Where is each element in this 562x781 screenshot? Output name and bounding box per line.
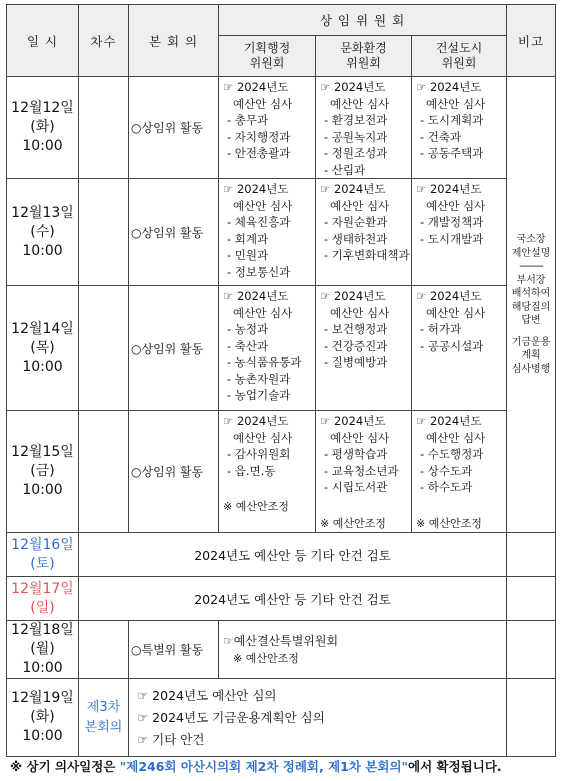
department-item: - 읍.면.동 bbox=[227, 463, 276, 478]
department-item: - 정보통신과 bbox=[227, 264, 291, 279]
department-item: - 공동주택과 bbox=[420, 146, 484, 160]
department-item: - 산림과 bbox=[324, 162, 366, 177]
date-cell: 12월18일 (월) 10:00 bbox=[7, 621, 79, 679]
agenda-title: ☞ 2024년도 bbox=[320, 80, 386, 94]
department-item: - 허가과 bbox=[420, 322, 462, 336]
committee-cell bbox=[412, 77, 507, 179]
department-item: - 안전총괄과 bbox=[227, 146, 291, 160]
table-row bbox=[7, 77, 556, 179]
header-date-time: 일 시 bbox=[7, 5, 79, 77]
agenda-subtitle: 예산안 심사 bbox=[233, 198, 293, 213]
budget-adjustment-note: ※ 예산안조정 bbox=[320, 516, 386, 530]
committee-cell bbox=[316, 411, 412, 533]
remarks-empty-cell bbox=[507, 621, 556, 679]
department-item: - 기후변화대책과 bbox=[324, 248, 410, 262]
activity-cell: ○상임위 활동 bbox=[129, 286, 219, 411]
date-cell: 12월15일 (금) 10:00 bbox=[7, 411, 79, 533]
table-row bbox=[7, 621, 556, 679]
department-item: - 하수도과 bbox=[420, 480, 473, 494]
header-session-no: 차수 bbox=[79, 5, 129, 77]
agenda-subtitle: 예산안 심사 bbox=[233, 305, 293, 320]
agenda-title: ☞ 2024년도 bbox=[223, 414, 289, 428]
department-item: - 환경보전과 bbox=[324, 113, 388, 127]
special-committee-cell: ☞예산결산특별위원회 ※ 예산안조정 bbox=[219, 621, 507, 679]
agenda-title: ☞ 2024년도 bbox=[223, 182, 289, 196]
department-item: - 시립도서관 bbox=[324, 480, 388, 494]
agenda-subtitle: 예산안 심사 bbox=[426, 198, 486, 213]
agenda-title: ☞ 2024년도 bbox=[320, 182, 386, 196]
department-item: - 정원조성과 bbox=[324, 146, 388, 160]
committee-cell bbox=[316, 286, 412, 411]
review-cell: 2024년도 예산안 등 기타 안건 검토 bbox=[79, 577, 507, 621]
department-item: - 공공시설과 bbox=[420, 338, 484, 353]
agenda-subtitle: 예산안 심사 bbox=[330, 305, 390, 320]
department-item: - 체육진흥과 bbox=[227, 215, 291, 229]
committee-cell bbox=[316, 77, 412, 179]
budget-adjustment-note: ※ 예산안조정 bbox=[223, 500, 289, 513]
agenda-title: ☞ 2024년도 bbox=[320, 414, 386, 428]
committee-cell bbox=[219, 411, 316, 533]
schedule-table bbox=[6, 4, 556, 757]
header-committee-culture-env: 문화환경 위원회 bbox=[316, 36, 412, 77]
department-item: - 민원과 bbox=[227, 248, 269, 262]
table-row bbox=[7, 577, 556, 621]
department-item: - 농정과 bbox=[227, 322, 269, 336]
remarks-cell: 국소장 제안설명 --------- 부서장 배석하여 해당질의 답변 기금운용 계획 심사병행 bbox=[507, 77, 556, 533]
department-item: - 자원순환과 bbox=[324, 215, 388, 229]
department-item: - 농식품유통과 bbox=[227, 355, 302, 369]
department-item: - 질병예방과 bbox=[324, 355, 388, 369]
committee-cell bbox=[412, 286, 507, 411]
agenda-subtitle: 예산안 심사 bbox=[426, 96, 486, 111]
agenda-title: ☞ 2024년도 bbox=[223, 80, 289, 94]
department-item: - 교육청소년과 bbox=[324, 463, 399, 478]
department-item: - 건축과 bbox=[420, 129, 462, 144]
footer-note: ※ 상기 의사일정은 "제246회 아산시의회 제2차 정례회, 제1차 본회의"에서 확정됩니다. bbox=[10, 759, 502, 774]
session-cell bbox=[79, 77, 129, 179]
agenda-subtitle: 예산안 심사 bbox=[426, 305, 486, 320]
date-cell: 12월12일 (화) 10:00 bbox=[7, 77, 79, 179]
header-remarks: 비고 bbox=[507, 5, 556, 77]
remarks-empty-cell bbox=[507, 533, 556, 577]
department-item: - 수도행정과 bbox=[420, 447, 484, 461]
session-cell bbox=[79, 411, 129, 533]
committee-cell bbox=[219, 179, 316, 286]
committee-cell bbox=[412, 179, 507, 286]
department-item: - 농촌자원과 bbox=[227, 371, 291, 386]
department-item: - 도시계획과 bbox=[420, 113, 484, 127]
session-cell bbox=[79, 286, 129, 411]
committee-cell bbox=[412, 411, 507, 533]
department-item: - 자치행정과 bbox=[227, 129, 291, 144]
agenda-title: ☞ 2024년도 bbox=[223, 289, 289, 303]
activity-cell: ○상임위 활동 bbox=[129, 411, 219, 533]
agenda-title: ☞ 2024년도 bbox=[320, 289, 386, 303]
header-plenary: 본 회 의 bbox=[129, 5, 219, 77]
department-item: - 공원녹지과 bbox=[324, 129, 388, 144]
remarks-empty-cell bbox=[507, 679, 556, 757]
department-item: - 농업기술과 bbox=[227, 388, 291, 402]
committee-cell bbox=[219, 77, 316, 179]
department-item: - 생태하천과 bbox=[324, 231, 388, 246]
agenda-subtitle: 예산안 심사 bbox=[330, 198, 390, 213]
table-row bbox=[7, 679, 556, 757]
agenda-title: ☞ 2024년도 bbox=[416, 182, 482, 196]
table-row bbox=[7, 533, 556, 577]
department-item: - 개발정책과 bbox=[420, 215, 484, 229]
agenda-subtitle: 예산안 심사 bbox=[330, 96, 390, 111]
agenda-title: ☞ 2024년도 bbox=[416, 289, 482, 303]
committee-cell bbox=[316, 179, 412, 286]
department-item: - 총무과 bbox=[227, 113, 269, 127]
header-committee-construction: 건설도시 위원회 bbox=[412, 36, 507, 77]
date-cell: 12월13일 (수) 10:00 bbox=[7, 179, 79, 286]
activity-cell: ○상임위 활동 bbox=[129, 179, 219, 286]
table-row bbox=[7, 411, 556, 533]
date-cell: 12월19일 (화) 10:00 bbox=[7, 679, 79, 757]
department-item: - 회계과 bbox=[227, 231, 269, 246]
date-cell: 12월16일 (토) bbox=[7, 533, 79, 577]
plenary-agenda-cell: ☞ 2024년도 예산안 심의 ☞ 2024년도 기금운용계획안 심의 ☞ 기타 안건 bbox=[129, 679, 507, 757]
department-item: - 축산과 bbox=[227, 338, 269, 353]
budget-adjustment-note: ※ 예산안조정 bbox=[416, 516, 482, 530]
agenda-subtitle: 예산안 심사 bbox=[426, 430, 486, 445]
department-item: - 도시개발과 bbox=[420, 231, 484, 246]
session-cell bbox=[79, 179, 129, 286]
header-standing-committees: 상 임 위 원 회 bbox=[219, 5, 507, 36]
date-cell: 12월14일 (목) 10:00 bbox=[7, 286, 79, 411]
department-item: - 감사위원회 bbox=[227, 447, 291, 461]
session-cell: 제3차 본회의 bbox=[79, 679, 129, 757]
table-row bbox=[7, 286, 556, 411]
table-row bbox=[7, 179, 556, 286]
department-item: - 상수도과 bbox=[420, 463, 473, 478]
date-cell: 12월17일 (일) bbox=[7, 577, 79, 621]
activity-cell: ○상임위 활동 bbox=[129, 77, 219, 179]
committee-cell bbox=[219, 286, 316, 411]
activity-cell: ○특별위 활동 bbox=[129, 621, 219, 679]
agenda-title: ☞ 2024년도 bbox=[416, 80, 482, 94]
agenda-title: ☞ 2024년도 bbox=[416, 414, 482, 428]
review-cell: 2024년도 예산안 등 기타 안건 검토 bbox=[79, 533, 507, 577]
department-item: - 건강증진과 bbox=[324, 338, 388, 353]
session-cell bbox=[79, 621, 129, 679]
department-item: - 보건행정과 bbox=[324, 322, 388, 336]
agenda-subtitle: 예산안 심사 bbox=[233, 96, 293, 111]
agenda-subtitle: 예산안 심사 bbox=[233, 430, 293, 445]
agenda-subtitle: 예산안 심사 bbox=[330, 430, 390, 445]
header-committee-planning: 기획행정 위원회 bbox=[219, 36, 316, 77]
department-item: - 평생학습과 bbox=[324, 447, 388, 461]
remarks-empty-cell bbox=[507, 577, 556, 621]
